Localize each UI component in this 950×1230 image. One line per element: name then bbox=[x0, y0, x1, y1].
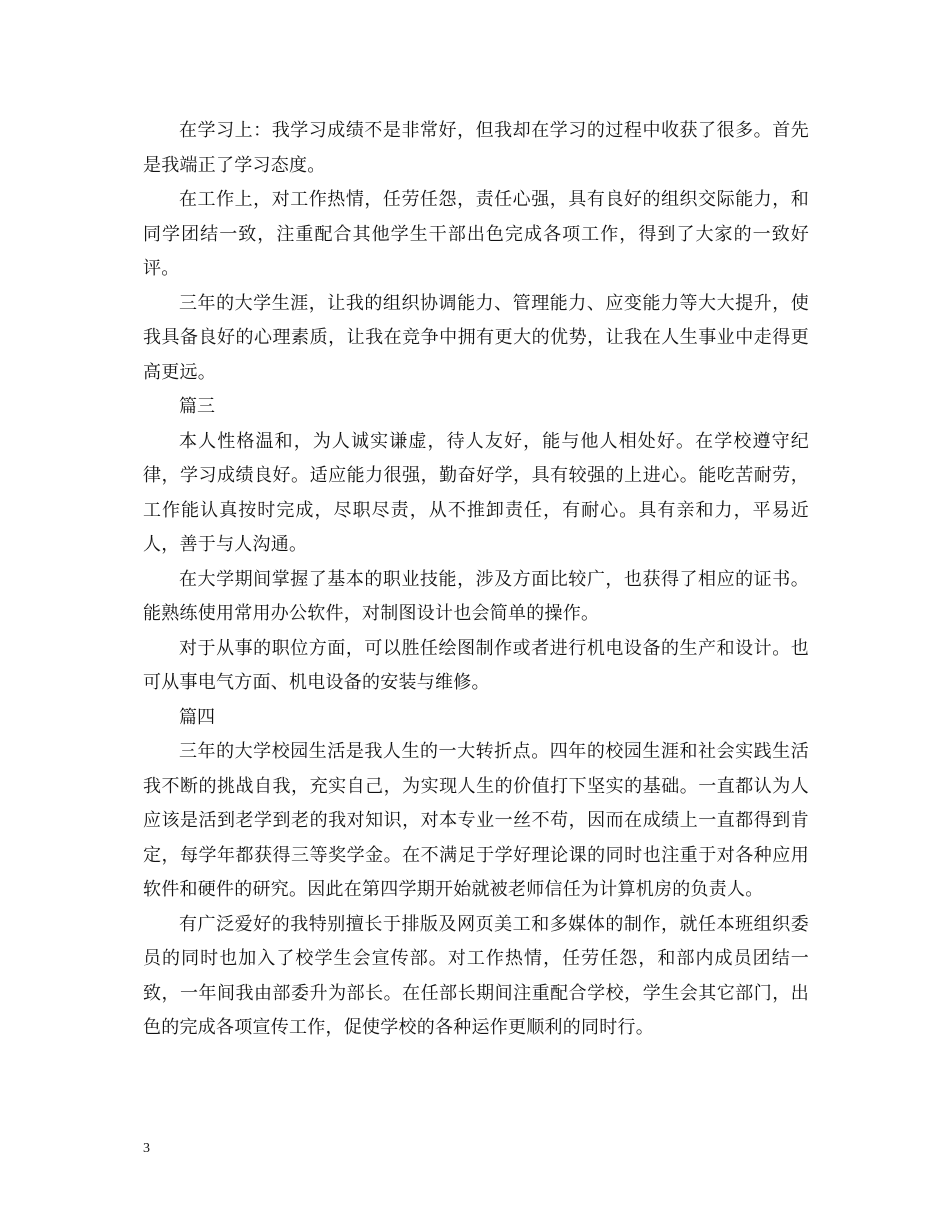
section-heading-part-three: 篇三 bbox=[179, 396, 215, 417]
paragraph-study: 在学习上：我学习成绩不是非常好，但我却在学习的过程中收获了很多。首先是我端正了学习态度。 bbox=[143, 120, 809, 176]
document-body bbox=[143, 114, 809, 1046]
paragraph-personality: 本人性格温和，为人诚实谦虚，待人友好，能与他人相处好。在学校遵守纪律，学习成绩良好。适应能力很强，勤奋好学，具有较强的上进心。能吃苦耐劳，工作能认真按时完成，尽职尽责，从不推卸责任，有耐心。具有亲和力，平易近人，善于与人沟通。 bbox=[143, 430, 809, 555]
paragraph-work: 在工作上，对工作热情，任劳任怨，责任心强，具有良好的组织交际能力，和同学团结一致，注重配合其他学生干部出色完成各项工作，得到了大家的一致好评。 bbox=[143, 189, 809, 279]
page-number: 3 bbox=[143, 1141, 150, 1156]
paragraph-skills: 在大学期间掌握了基本的职业技能，涉及方面比较广，也获得了相应的证书。能熟练使用常用办公软件，对制图设计也会简单的操作。 bbox=[143, 568, 809, 624]
paragraph-hobbies: 有广泛爱好的我特别擅长于排版及网页美工和多媒体的制作，就任本班组织委员的同时也加入了校学生会宣传部。对工作热情，任劳任怨，和部内成员团结一致，一年间我由部委升为部长。在任部长期间注重配合学校，学生会其它部门，出色的完成各项宣传工作，促使学校的各种运作更顺利的同时行。 bbox=[143, 913, 809, 1038]
paragraph-career: 对于从事的职位方面，可以胜任绘图制作或者进行机电设备的生产和设计。也可从事电气方面、机电设备的安装与维修。 bbox=[143, 637, 809, 693]
paragraph-college-life: 三年的大学生涯，让我的组织协调能力、管理能力、应变能力等大大提升，使我具备良好的心理素质，让我在竞争中拥有更大的优势，让我在人生事业中走得更高更远。 bbox=[143, 292, 809, 383]
paragraph-campus-life: 三年的大学校园生活是我人生的一大转折点。四年的校园生涯和社会实践生活我不断的挑战自我，充实自己，为实现人生的价值打下坚实的基础。一直都认为人应该是活到老学到老的我对知识，对本专业一丝不苟，因而在成绩上一直都得到肯定，每学年都获得三等奖学金。在不满足于学好理论课的同时也注重于对各种应用软件和硬件的研究。因此在第四学期开始就被老师信任为计算机房的负责人。 bbox=[143, 741, 809, 900]
section-heading-part-four: 篇四 bbox=[179, 706, 215, 728]
